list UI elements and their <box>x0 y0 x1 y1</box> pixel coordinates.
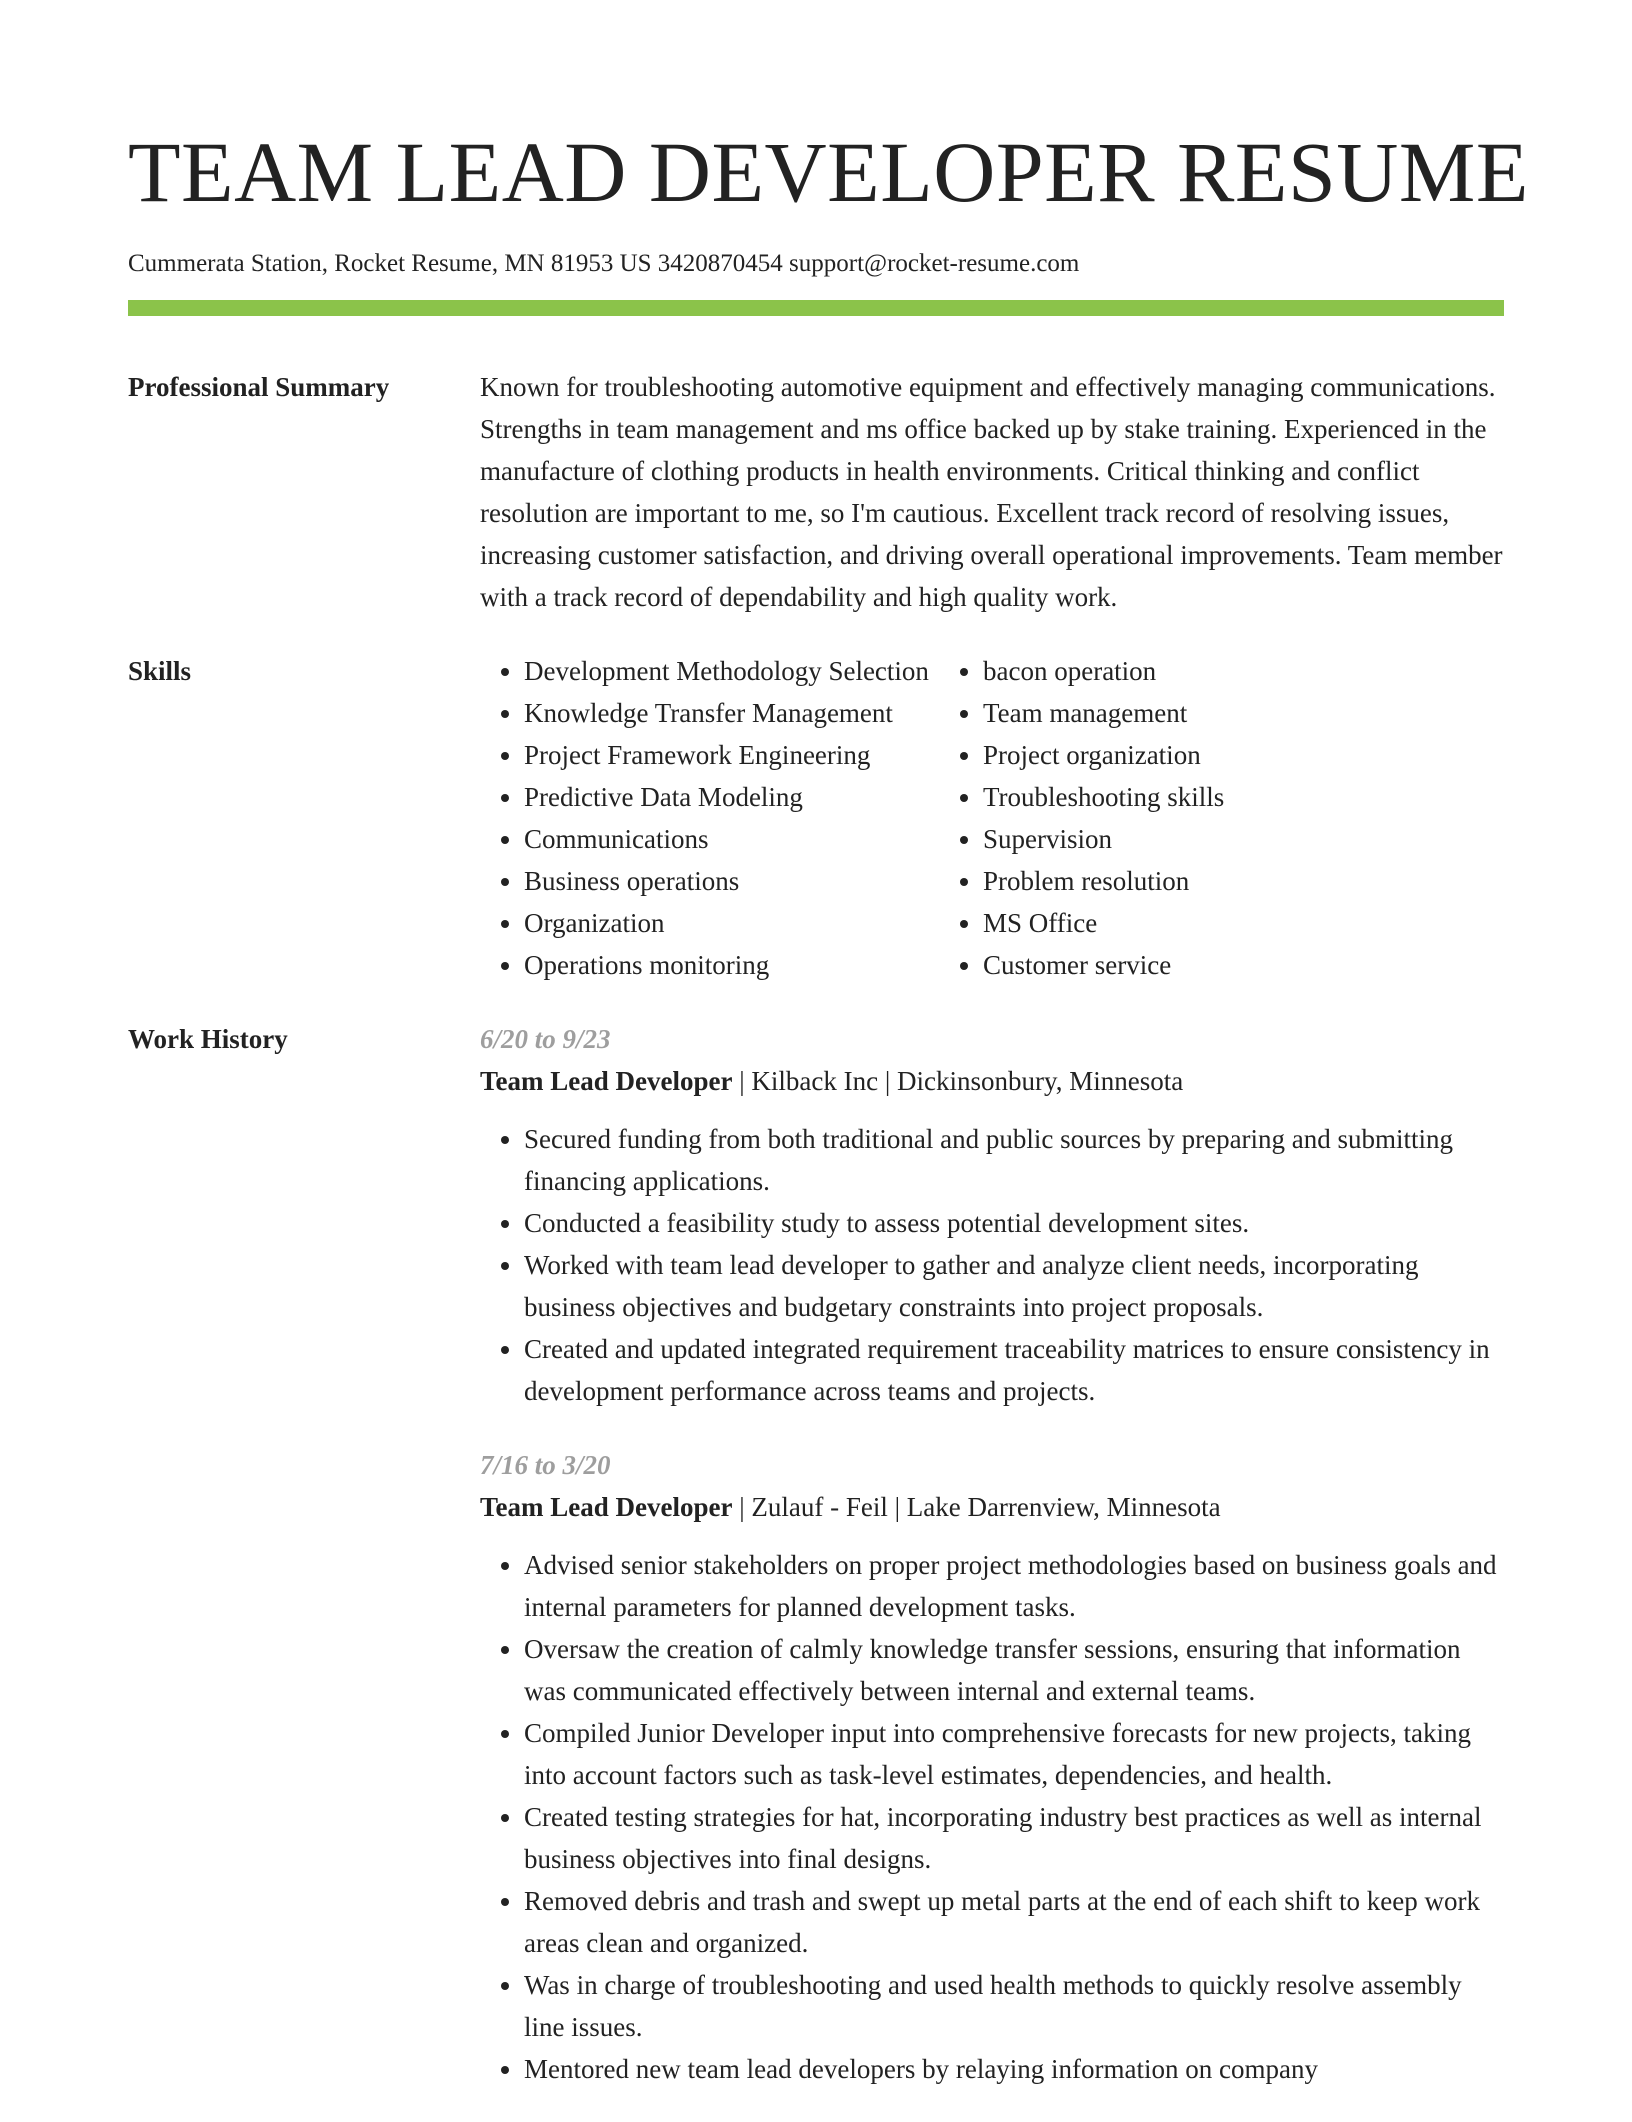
skill-item: • Project Framework Engineering <box>524 734 939 776</box>
skill-item: • Predictive Data Modeling <box>524 776 939 818</box>
job-bullets <box>480 1544 1504 2090</box>
job-details: | Kilback Inc | Dickinsonbury, Minnesota <box>732 1066 1184 1096</box>
summary-text: Known for troubleshooting automotive equipment and effectively managing communications. Strengths in team management and ms office backed up by stake training. Experienced in the manufacture of clothing products in health environments. Critical thinking and conflict resolution are important to me, so I'm cautious. Excellent track record of resolving issues, increasing customer satisfaction, and driving overall operational improvements. Team member with a track record of dependability and high quality work. <box>480 372 1503 612</box>
job-bullet: • Removed debris and trash and swept up metal parts at the end of each shift to keep work areas clean and organized. <box>524 1880 1504 1964</box>
job-title: Team Lead Developer <box>480 1066 733 1096</box>
job-bullet: • Oversaw the creation of calmly knowledge transfer sessions, ensuring that information was communicated effectively between internal and external teams. <box>524 1628 1504 1712</box>
job-dates: 7/16 to 3/20 <box>480 1450 611 1480</box>
skill-item: • Business operations <box>524 860 939 902</box>
job-title: Team Lead Developer <box>480 1492 733 1522</box>
skill-item: • Troubleshooting skills <box>983 776 1224 818</box>
skills-section <box>128 650 1504 986</box>
job-bullet: • Conducted a feasibility study to assess potential development sites. <box>524 1202 1504 1244</box>
job-bullets <box>480 1118 1504 1412</box>
job-bullet: • Secured funding from both traditional and public sources by preparing and submitting financing applications. <box>524 1118 1504 1202</box>
contact-info: Cummerata Station, Rocket Resume, MN 81953 US 3420870454 support@rocket-resume.com <box>128 250 1080 277</box>
skill-item: • MS Office <box>983 902 1224 944</box>
skill-item: • Development Methodology Selection <box>524 650 939 692</box>
resume-page <box>128 0 1529 2122</box>
skill-item: • Operations monitoring <box>524 944 939 986</box>
job-bullet: • Mentored new team lead developers by relaying information on company <box>524 2048 1504 2090</box>
job-details: | Zulauf - Feil | Lake Darrenview, Minnesota <box>732 1492 1221 1522</box>
professional-summary-section <box>128 366 1504 618</box>
skill-item: • Supervision <box>983 818 1224 860</box>
job-bullet: • Created and updated integrated requirement traceability matrices to ensure consistency in development performance across teams and projects. <box>524 1328 1504 1412</box>
section-heading: Skills <box>128 656 192 686</box>
skills-list-left <box>480 650 939 986</box>
job-bullet: • Was in charge of troubleshooting and used health methods to quickly resolve assembly line issues. <box>524 1964 1504 2048</box>
job-bullet: • Worked with team lead developer to gather and analyze client needs, incorporating business objectives and budgetary constraints into project proposals. <box>524 1244 1504 1328</box>
job-bullet: • Advised senior stakeholders on proper project methodologies based on business goals and internal parameters for planned development tasks. <box>524 1544 1504 1628</box>
skills-list-right <box>939 650 1224 986</box>
job-entry <box>480 1018 1504 1412</box>
section-heading: Professional Summary <box>128 372 390 402</box>
job-bullet: • Created testing strategies for hat, incorporating industry best practices as well as internal business objectives into final designs. <box>524 1796 1504 1880</box>
accent-divider <box>128 300 1504 316</box>
job-header <box>480 1486 1504 1528</box>
skill-item: • Communications <box>524 818 939 860</box>
work-history-section <box>128 1018 1504 2122</box>
job-bullet: • Compiled Junior Developer input into comprehensive forecasts for new projects, taking into account factors such as task-level estimates, dependencies, and health. <box>524 1712 1504 1796</box>
skill-item: • Project organization <box>983 734 1224 776</box>
skill-item: • Organization <box>524 902 939 944</box>
skill-item: • Team management <box>983 692 1224 734</box>
section-heading: Work History <box>128 1024 288 1054</box>
job-dates: 6/20 to 9/23 <box>480 1024 611 1054</box>
skill-item: • Problem resolution <box>983 860 1224 902</box>
skill-item: • Customer service <box>983 944 1224 986</box>
resume-title: TEAM LEAD DEVELOPER RESUME <box>128 124 1529 220</box>
job-entry <box>480 1444 1504 2090</box>
skill-item: • Knowledge Transfer Management <box>524 692 939 734</box>
skill-item: • bacon operation <box>983 650 1224 692</box>
job-header <box>480 1060 1504 1102</box>
